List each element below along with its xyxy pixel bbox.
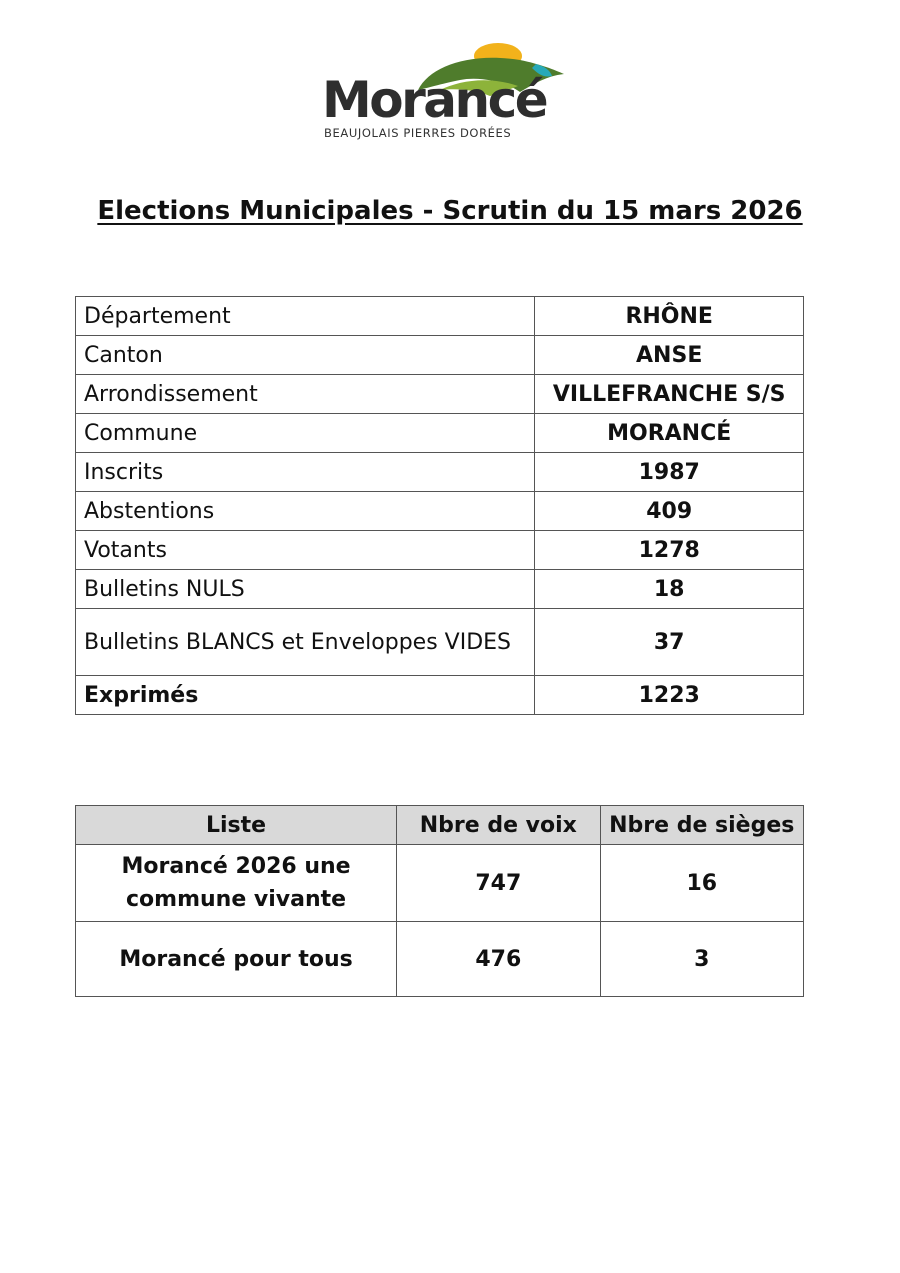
- info-label-departement: Département: [76, 297, 535, 336]
- info-label-canton: Canton: [76, 336, 535, 375]
- table-row: [76, 609, 804, 676]
- table-row: [76, 414, 804, 453]
- table-row: [76, 297, 804, 336]
- header-voix: Nbre de voix: [397, 806, 600, 845]
- table-row: [76, 336, 804, 375]
- info-label-arrondissement: Arrondissement: [76, 375, 535, 414]
- info-label-abstentions: Abstentions: [76, 492, 535, 531]
- table-header-row: [76, 806, 804, 845]
- result-voix: 747: [397, 845, 600, 922]
- info-label-votants: Votants: [76, 531, 535, 570]
- table-row: [76, 531, 804, 570]
- info-value-inscrits: 1987: [535, 453, 804, 492]
- info-value-arrondissement: VILLEFRANCHE S/S: [535, 375, 804, 414]
- header-liste: Liste: [76, 806, 397, 845]
- info-label-commune: Commune: [76, 414, 535, 453]
- info-value-commune: MORANCÉ: [535, 414, 804, 453]
- result-liste: Morancé 2026 une commune vivante: [76, 845, 397, 922]
- info-label-blancs: Bulletins BLANCS et Enveloppes VIDES: [76, 609, 535, 676]
- info-label-exprimes: Exprimés: [76, 676, 535, 715]
- info-value-canton: ANSE: [535, 336, 804, 375]
- info-label-nuls: Bulletins NULS: [76, 570, 535, 609]
- result-sieges: 16: [600, 845, 804, 922]
- info-value-exprimes: 1223: [535, 676, 804, 715]
- table-row: [76, 375, 804, 414]
- header-sieges: Nbre de sièges: [600, 806, 804, 845]
- logo-wordmark: Morancé: [322, 71, 547, 129]
- info-value-departement: RHÔNE: [535, 297, 804, 336]
- info-value-abstentions: 409: [535, 492, 804, 531]
- results-table: [75, 805, 804, 997]
- info-label-inscrits: Inscrits: [76, 453, 535, 492]
- info-value-votants: 1278: [535, 531, 804, 570]
- table-row: [76, 453, 804, 492]
- info-value-nuls: 18: [535, 570, 804, 609]
- table-row: [76, 922, 804, 997]
- result-liste: Morancé pour tous: [76, 922, 397, 997]
- table-row: [76, 845, 804, 922]
- result-voix: 476: [397, 922, 600, 997]
- logo-subtitle: BEAUJOLAIS PIERRES DORÉES: [324, 126, 512, 140]
- commune-logo: [320, 40, 570, 140]
- table-row: [76, 676, 804, 715]
- election-info-table: [75, 296, 804, 715]
- page-title: Elections Municipales - Scrutin du 15 mars 2026: [97, 196, 803, 226]
- result-sieges: 3: [600, 922, 804, 997]
- table-row: [76, 570, 804, 609]
- table-row: [76, 492, 804, 531]
- info-value-blancs: 37: [535, 609, 804, 676]
